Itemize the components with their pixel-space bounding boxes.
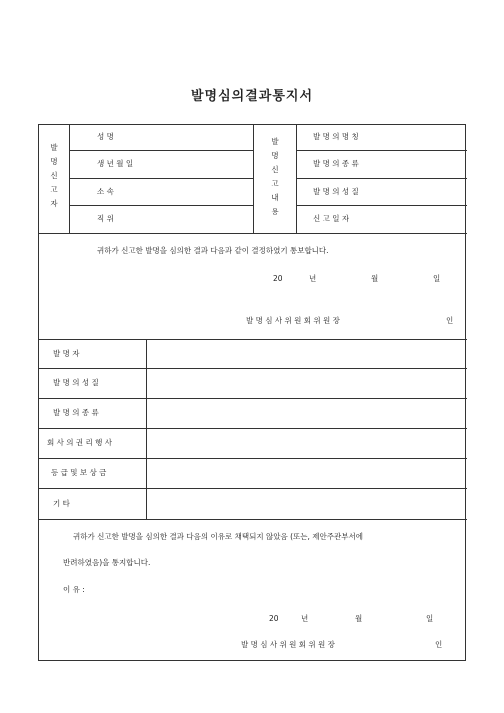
row-nature-label: 발 명 의 성 질 xyxy=(53,378,99,387)
divider xyxy=(146,339,147,519)
row-rights-label: 회 사 의 권 리 행 사 xyxy=(47,438,113,447)
field-invention-title-label: 발 명 의 명 칭 xyxy=(313,132,359,141)
rejection-seal: 인 xyxy=(435,640,443,649)
divider xyxy=(39,458,467,459)
approval-day-unit: 일 xyxy=(433,274,441,283)
approval-year: 20 xyxy=(273,274,283,283)
rejection-year: 20 xyxy=(269,614,279,623)
divider xyxy=(296,150,467,151)
page-title: 발명심의결과통지서 xyxy=(190,89,314,104)
approval-signer: 발 명 심 사 위 원 회 위 원 장 xyxy=(246,316,340,325)
divider xyxy=(39,488,467,489)
divider xyxy=(69,125,70,233)
divider xyxy=(69,178,253,179)
field-affiliation-label: 소 속 xyxy=(97,187,114,196)
divider xyxy=(39,519,467,520)
divider xyxy=(39,368,467,369)
rejection-year-unit: 년 xyxy=(301,614,309,623)
approval-message: 귀하가 신고한 발명을 심의한 결과 다음과 같이 결정하였기 통보합니다. xyxy=(97,246,329,255)
approval-seal: 인 xyxy=(446,316,454,325)
rejection-month-unit: 월 xyxy=(355,614,363,623)
rejection-message-line2: 반려하였음)을 통지합니다. xyxy=(63,558,151,567)
rejection-message-line1: 귀하가 신고한 발명을 심의한 결과 다음의 이유로 채택되지 않았음 (또는, 제안주관부서에 xyxy=(73,532,363,541)
field-position-label: 직 위 xyxy=(97,214,114,223)
approval-month-unit: 월 xyxy=(371,274,379,283)
rejection-reason-label: 이 유 : xyxy=(63,585,85,594)
divider xyxy=(69,150,253,151)
rejection-day-unit: 일 xyxy=(426,614,434,623)
divider xyxy=(39,339,467,340)
inventor-group-label: 발 명 신 고 자 xyxy=(50,143,58,208)
row-grade-label: 등 급 및 보 상 금 xyxy=(51,468,107,477)
invention-group-label: 발 명 신 고 내 용 xyxy=(271,137,279,216)
row-type-label: 발 명 의 종 류 xyxy=(53,408,99,417)
divider xyxy=(296,178,467,179)
field-invention-type-label: 발 명 의 종 류 xyxy=(313,159,359,168)
divider xyxy=(39,428,467,429)
divider xyxy=(253,125,254,233)
divider xyxy=(69,205,253,206)
approval-year-unit: 년 xyxy=(309,274,317,283)
notification-form xyxy=(38,124,466,661)
divider xyxy=(296,125,297,233)
field-invention-nature-label: 발 명 의 성 질 xyxy=(313,187,359,196)
divider xyxy=(39,398,467,399)
field-name-label: 성 명 xyxy=(97,132,114,141)
row-other-label: 기 타 xyxy=(53,499,70,508)
field-report-date-label: 신 고 일 자 xyxy=(313,214,350,223)
field-birthdate-label: 생 년 월 일 xyxy=(97,159,134,168)
row-inventor-label: 발 명 자 xyxy=(53,349,80,358)
divider xyxy=(296,205,467,206)
divider xyxy=(39,233,467,234)
rejection-signer: 발 명 심 사 위 원 회 위 원 장 xyxy=(241,640,335,649)
